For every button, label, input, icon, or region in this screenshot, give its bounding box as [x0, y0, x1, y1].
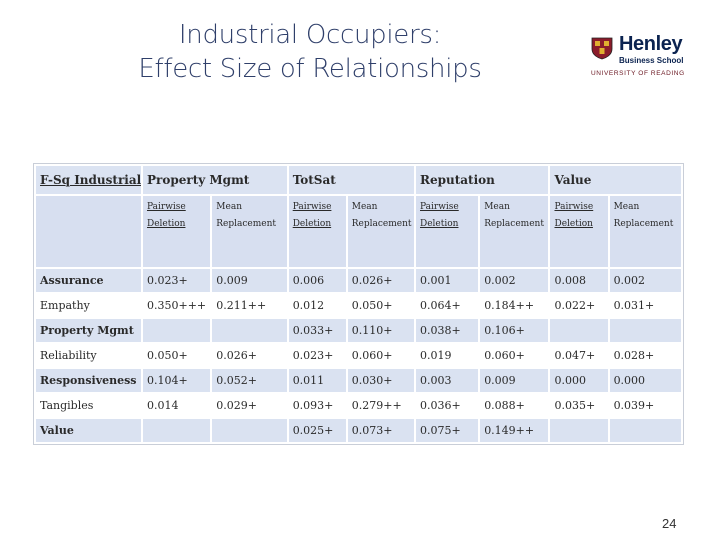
table-cell: 0.009 [480, 369, 548, 392]
table-cell: 0.023+ [289, 344, 346, 367]
table-row [36, 394, 681, 417]
group-header: Value [550, 166, 681, 194]
henley-logo [590, 34, 690, 80]
table-cell: 0.019 [416, 344, 478, 367]
table-cell: 0.060+ [348, 344, 414, 367]
table-cell [610, 419, 681, 442]
effect-size-table [33, 163, 684, 445]
slide-title-line-1: Industrial Occupiers: [178, 20, 442, 50]
row-label: Tangibles [36, 394, 141, 417]
row-label: Reliability [36, 344, 141, 367]
table-cell: 0.003 [416, 369, 478, 392]
row-label: Responsiveness [36, 369, 141, 392]
table-cell: 0.350+++ [143, 294, 210, 317]
table-row [36, 344, 681, 367]
row-label: Assurance [36, 269, 141, 292]
table-cell: 0.002 [480, 269, 548, 292]
slide-title-line-2: Effect Size of Relationships [138, 54, 482, 84]
table-cell: 0.000 [550, 369, 607, 392]
row-label: Empathy [36, 294, 141, 317]
table-cell [143, 319, 210, 342]
table-cell: 0.026+ [348, 269, 414, 292]
row-label: Value [36, 419, 141, 442]
table-cell: 0.073+ [348, 419, 414, 442]
table-cell: 0.025+ [289, 419, 346, 442]
table-cell: 0.030+ [348, 369, 414, 392]
sub-header: Mean Replacement [610, 196, 681, 267]
table-cell: 0.050+ [143, 344, 210, 367]
table-cell [610, 319, 681, 342]
table-cell [212, 419, 286, 442]
table-cell: 0.000 [610, 369, 681, 392]
table-row [36, 369, 681, 392]
crest-icon [590, 36, 614, 60]
corner-label: F-Sq Industrial [36, 166, 141, 194]
table-cell: 0.035+ [550, 394, 607, 417]
table-row [36, 419, 681, 442]
table-row [36, 294, 681, 317]
table-cell [143, 419, 210, 442]
table-cell [550, 419, 607, 442]
logo-brand: Henley [619, 33, 683, 55]
table-cell: 0.028+ [610, 344, 681, 367]
slide-title [110, 18, 510, 86]
table-cell: 0.052+ [212, 369, 286, 392]
table-cell: 0.031+ [610, 294, 681, 317]
table-cell: 0.149++ [480, 419, 548, 442]
table-cell: 0.047+ [550, 344, 607, 367]
page-number: 24 [662, 516, 677, 531]
table-cell: 0.012 [289, 294, 346, 317]
sub-header: Mean Replacement [480, 196, 548, 267]
table-cell [212, 319, 286, 342]
sub-header-row [36, 196, 681, 267]
group-header: Reputation [416, 166, 548, 194]
table-cell: 0.093+ [289, 394, 346, 417]
row-label: Property Mgmt [36, 319, 141, 342]
table-cell: 0.006 [289, 269, 346, 292]
table-cell: 0.014 [143, 394, 210, 417]
table-row [36, 319, 681, 342]
logo-school: Business School [619, 56, 684, 65]
group-header-row [36, 166, 681, 194]
sub-header: Mean Replacement [212, 196, 286, 267]
group-header: Property Mgmt [143, 166, 287, 194]
group-header: TotSat [289, 166, 414, 194]
table-cell: 0.075+ [416, 419, 478, 442]
table-cell: 0.279++ [348, 394, 414, 417]
table-cell: 0.184++ [480, 294, 548, 317]
table-row [36, 269, 681, 292]
table-cell: 0.039+ [610, 394, 681, 417]
table-cell: 0.011 [289, 369, 346, 392]
table-cell: 0.002 [610, 269, 681, 292]
table-cell: 0.033+ [289, 319, 346, 342]
table-cell: 0.029+ [212, 394, 286, 417]
table-cell: 0.008 [550, 269, 607, 292]
table-cell: 0.104+ [143, 369, 210, 392]
empty-cell [36, 196, 141, 267]
table-cell: 0.036+ [416, 394, 478, 417]
table-cell: 0.050+ [348, 294, 414, 317]
sub-header: Pairwise Deletion [289, 196, 346, 267]
table-cell: 0.038+ [416, 319, 478, 342]
table-cell: 0.022+ [550, 294, 607, 317]
table-cell: 0.023+ [143, 269, 210, 292]
table-cell: 0.064+ [416, 294, 478, 317]
sub-header: Pairwise Deletion [416, 196, 478, 267]
sub-header: Pairwise Deletion [143, 196, 210, 267]
table-cell: 0.110+ [348, 319, 414, 342]
sub-header: Mean Replacement [348, 196, 414, 267]
table-cell: 0.106+ [480, 319, 548, 342]
table-cell: 0.060+ [480, 344, 548, 367]
table-cell: 0.009 [212, 269, 286, 292]
table-cell: 0.001 [416, 269, 478, 292]
table-cell: 0.026+ [212, 344, 286, 367]
sub-header: Pairwise Deletion [550, 196, 607, 267]
table-cell: 0.088+ [480, 394, 548, 417]
logo-university: UNIVERSITY OF READING [591, 70, 685, 77]
table-cell: 0.211++ [212, 294, 286, 317]
table-cell [550, 319, 607, 342]
